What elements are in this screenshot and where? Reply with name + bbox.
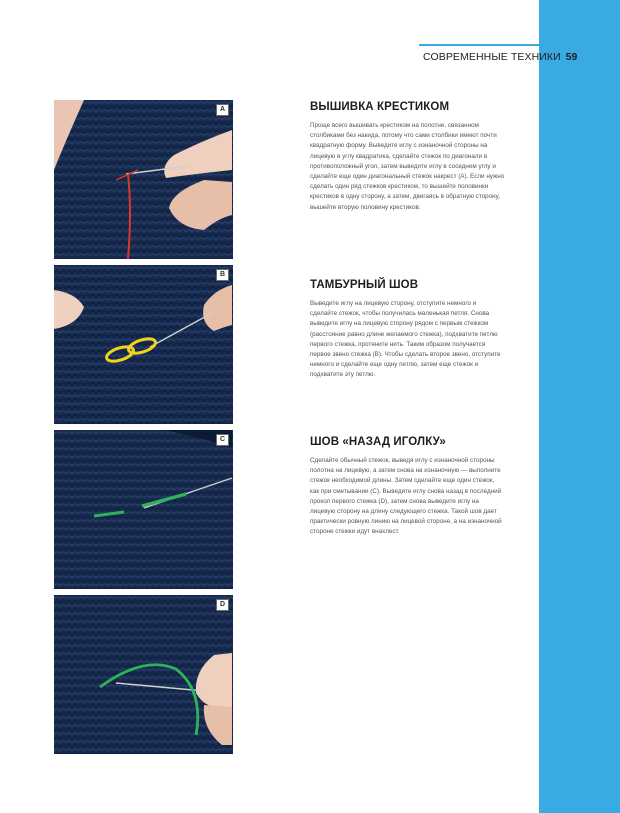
photo-label-b: B <box>216 269 229 281</box>
running-separator: | <box>561 51 565 63</box>
page-number: 59 <box>565 51 578 63</box>
running-head <box>423 50 578 64</box>
section-title-back-stitch: ШОВ «НАЗАД ИГОЛКУ» <box>310 436 446 448</box>
header-rule <box>419 44 539 46</box>
photo-d-illustration <box>54 595 233 754</box>
section-body-cross-stitch: Проще всего вышивать крестиком на полотне, связанном столбиками без накида, потому что сами столбики имеют почти квадратную форму. Выведите иглу с изнаночной стороны на лицевую в углу квадратика, сделайте стежок по диагонали в противоположный угол, затем выведите иглу в соседнем углу и сделайте еще один диагональный стежок накрест (A). Если нужно сделать один ряд стежков крестиком, то вышейте половинки крестиков в одну сторону, а затем, двигаясь в обратную сторону, вышейте вторую половину крестиков. <box>310 122 505 211</box>
section-body-chain-stitch: Выведите иглу на лицевую сторону, отступите немного и сделайте стежок, чтобы получилась маленькая петля. Снова выведите иглу на лицевую сторону рядом с первым стежком (расстояние равно длине желаемого стежка), подхватите петлю первого стежка, протяните нить. Таким образом получается первое звено стежка (B). Чтобы сделать второе звено, отступите немного и сделайте еще одну петлю, затем еще стежок и подхватите эту петлю. <box>310 300 501 379</box>
photo-cross-stitch <box>54 100 233 259</box>
photo-label-a: A <box>216 104 229 116</box>
section-title-chain-stitch: ТАМБУРНЫЙ ШОВ <box>310 279 419 291</box>
photo-back-stitch-c <box>54 430 233 589</box>
section-title-cross-stitch: ВЫШИВКА КРЕСТИКОМ <box>310 101 450 113</box>
photo-c-illustration <box>54 430 233 589</box>
running-title: СОВРЕМЕННЫЕ ТЕХНИКИ <box>423 51 561 63</box>
photo-b-illustration <box>54 265 233 424</box>
photo-label-c: C <box>216 434 229 446</box>
side-color-bar <box>539 0 620 813</box>
photo-label-d: D <box>216 599 229 611</box>
photo-a-illustration <box>54 100 233 259</box>
photo-back-stitch-d <box>54 595 233 754</box>
photo-chain-stitch <box>54 265 233 424</box>
section-body-back-stitch: Сделайте обычный стежок, выведя иглу с изнаночной стороны полотна на лицевую, а затем снова на изнаночную — выполните стежок необходимой длины. Затем сделайте еще один стежок, как при сметывании (C). Выведите иглу снова назад в последний прокол первого стежка (D), затем снова выведите иглу на лицевую сторону на длину следующего стежка. Такой шов дает практически ровную линию на лицевой стороне, а на изнаночной стороне стежки идут внахлест. <box>310 457 502 536</box>
